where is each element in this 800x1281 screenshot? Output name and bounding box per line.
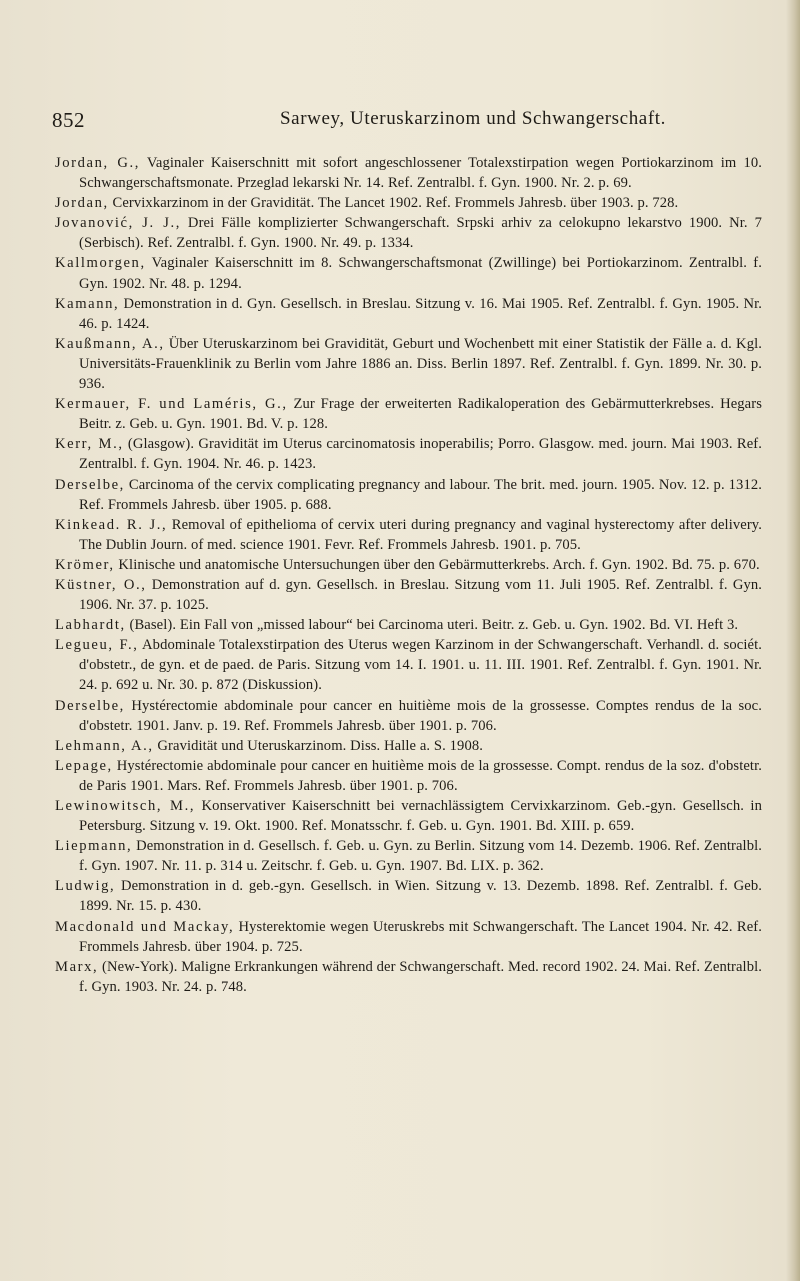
entry-text: Cervixkarzinom in der Gravidität. The Lancet 1902. Ref. Frommels Jahresb. über 1903. p. 728. (108, 195, 679, 212)
entry-text: Konservativer Kaiserschnitt bei vernachlässigtem Cervixkarzinom. Geb.-gyn. Gesellsch. in Petersburg. Sitzung v. 19. Okt. 1900. Ref. Monatsschr. f. Geb. u. Gyn. 1901. Bd. XIII. p. 659. (79, 798, 762, 835)
entry-text: Carcinoma of the cervix complicating pregnancy and labour. The brit. med. journ. 1905. Nov. 12. p. 1312. Ref. Frommels Jahresb. über 1905. p. 688. (79, 476, 762, 513)
page-edge-shadow (786, 0, 800, 1281)
entry-author: Derselbe, (55, 476, 125, 493)
entry-text: Hystérectomie abdominale pour cancer en huitième mois de la grossesse. Comptes rendus de la soc. d'obstetr. 1901. Janv. p. 19. Ref. Frommels Jahresb. über 1901. p. 706. (79, 697, 762, 734)
entry-author: Jordan, (55, 195, 109, 212)
bibliography-entry (55, 213, 762, 253)
entry-author: Lepage, (55, 757, 113, 774)
entry-text: Hysterektomie wegen Uteruskrebs mit Schwangerschaft. The Lancet 1904. Nr. 42. Ref. Frommels Jahresb. über 1904. p. 725. (79, 918, 762, 955)
bibliography-entry (55, 555, 762, 575)
entry-text: Vaginaler Kaiserschnitt im 8. Schwangerschaftsmonat (Zwillinge) bei Portiokarzinom. Zentralbl. f. Gyn. 1902. Nr. 48. p. 1294. (79, 255, 762, 292)
entry-author: Kerr, M., (55, 436, 124, 453)
bibliography-entry (55, 615, 762, 635)
entry-author: Kermauer, F. und Laméris, G., (55, 396, 288, 413)
entry-author: Ludwig, (55, 878, 116, 895)
entry-author: Jovanović, J. J., (55, 215, 181, 232)
entry-author: Labhardt, (55, 617, 126, 634)
entry-author: Macdonald und Mackay, (55, 918, 235, 935)
bibliography-entry (55, 253, 762, 293)
entry-text: Removal of epithelioma of cervix uteri during pregnancy and vaginal hysterectomy after delivery. The Dublin Journ. of med. science 1901. Fevr. Ref. Frommels Jahresb. 1901. p. 705. (79, 516, 762, 553)
bibliography-entry (55, 193, 762, 213)
bibliography-entry (55, 635, 762, 695)
bibliography-entry (55, 475, 762, 515)
bibliography-entry (55, 696, 762, 736)
bibliography-entry (55, 876, 762, 916)
entry-text: Hystérectomie abdominale pour cancer en huitième mois de la grossesse. Compt. rendus de la soz. d'obstetr. de Paris 1901. Mars. Ref. Frommels Jahresb. über 1901. p. 706. (79, 757, 762, 794)
running-title: Sarwey, Uteruskarzinom und Schwangerschaft. (280, 108, 666, 129)
bibliography-entry (55, 575, 762, 615)
entry-text: Demonstration in d. Gyn. Gesellsch. in Breslau. Sitzung v. 16. Mai 1905. Ref. Zentralbl. f. Gyn. 1905. Nr. 46. p. 1424. (79, 295, 762, 332)
entry-author: Krömer, (55, 556, 115, 573)
entry-author: Marx, (55, 958, 99, 975)
entry-author: Derselbe, (55, 697, 125, 714)
entry-text: Demonstration auf d. gyn. Gesellsch. in Breslau. Sitzung vom 11. Juli 1905. Ref. Zentralbl. f. Gyn. 1906. Nr. 37. p. 1025. (79, 576, 763, 614)
entry-author: Kallmorgen, (55, 255, 146, 272)
page-number: 852 (52, 108, 85, 132)
entry-author: Jordan, G., (55, 155, 141, 171)
entry-text: Zur Frage der erweiterten Radikaloperation des Gebärmutterkrebses. Hegars Beitr. z. Geb. u. Gyn. 1901. Bd. V. p. 128. (79, 396, 762, 433)
entry-text: Demonstration in d. geb.-gyn. Gesellsch. in Wien. Sitzung v. 13. Dezemb. 1898. Ref. Zentralbl. f. Geb. 1899. Nr. 15. p. 430. (79, 878, 762, 915)
bibliography-entry (55, 515, 762, 555)
bibliography-entry (55, 334, 762, 394)
entry-text: (Glasgow). Gravidität im Uterus carcinomatosis inoperabilis; Porro. Glasgow. med. journ. Mai 1903. Ref. Zentralbl. f. Gyn. 1904. Nr. 46. p. 1423. (79, 436, 762, 473)
entry-text: Klinische und anatomische Untersuchungen über den Gebärmutterkrebs. Arch. f. Gyn. 1902. Bd. 75. p. 670. (114, 556, 760, 573)
bibliography-entry (55, 394, 762, 434)
bibliography-entry (55, 836, 762, 876)
entry-author: Kinkead. R. J., (55, 516, 168, 533)
entry-text: Demonstration in d. Gesellsch. f. Geb. u. Gyn. zu Berlin. Sitzung vom 14. Dezemb. 1906. Ref. Zentralbl. f. Gyn. 1907. Nr. 11. p. 314 u. Zeitschr. f. Geb. u. Gyn. 1907. Bd. LIX. p. 362. (79, 838, 762, 875)
entry-author: Küstner, O., (55, 576, 147, 593)
entry-text: (New-York). Maligne Erkrankungen während der Schwangerschaft. Med. record 1902. 24. Mai. Ref. Zentralbl. f. Gyn. 1903. Nr. 24. p. 748. (79, 958, 762, 995)
entry-author: Kamann, (55, 295, 120, 312)
bibliography-entry (55, 736, 762, 756)
bibliography-entry (55, 294, 762, 334)
bibliography-list (55, 153, 762, 997)
entry-author: Liepmann, (55, 838, 133, 855)
entry-author: Kaußmann, A., (55, 335, 165, 352)
entry-author: Lehmann, A., (55, 737, 154, 754)
bibliography-entry (55, 756, 762, 796)
entry-author: Legueu, F., (55, 637, 139, 654)
bibliography-entry (55, 957, 762, 997)
bibliography-entry (55, 796, 762, 836)
bibliography-entry (55, 917, 762, 957)
entry-text: Über Uteruskarzinom bei Gravidität, Geburt und Wochenbett mit einer Statistik der Fälle a. d. Kgl. Universitäts-Frauenklinik zu Berlin vom Jahre 1886 an. Diss. Berlin 1897. Ref. Zentralbl. f. Gyn. 1899. Nr. 30. p. 936. (79, 335, 762, 393)
entry-text: Drei Fälle komplizierter Schwangerschaft. Srpski arhiv za celokupno lekarstvo 1900. Nr. 7 (Serbisch). Ref. Zentralbl. f. Gyn. 1900. Nr. 49. p. 1334. (79, 215, 762, 252)
page-header (52, 108, 752, 134)
entry-text: Gravidität und Uteruskarzinom. Diss. Halle a. S. 1908. (153, 737, 483, 754)
entry-author: Lewinowitsch, M., (55, 798, 196, 814)
bibliography-entry (55, 434, 762, 474)
entry-text: Abdominale Totalexstirpation des Uterus wegen Karzinom in der Schwangerschaft. Verhandl. d. sociét. d'obstetr., de gyn. et de paed. de Paris. Sitzung vom 14. I. 1901. u. 11. III. 1901. Ref. Zentralbl. f. Gyn. 1901. Nr. 24. p. 692 u. Nr. 30. p. 872 (Diskussion). (79, 637, 762, 694)
entry-text: (Basel). Ein Fall von „missed labour“ bei Carcinoma uteri. Beitr. z. Geb. u. Gyn. 1902. Bd. VI. Heft 3. (125, 617, 739, 634)
bibliography-entry (55, 153, 762, 193)
entry-text: Vaginaler Kaiserschnitt mit sofort angeschlossener Totalexstirpation wegen Portiokarzinom im 10. Schwangerschaftsmonate. Przeglad lekarski Nr. 14. Ref. Zentralbl. f. Gyn. 1900. Nr. 2. p. 69. (79, 155, 762, 192)
